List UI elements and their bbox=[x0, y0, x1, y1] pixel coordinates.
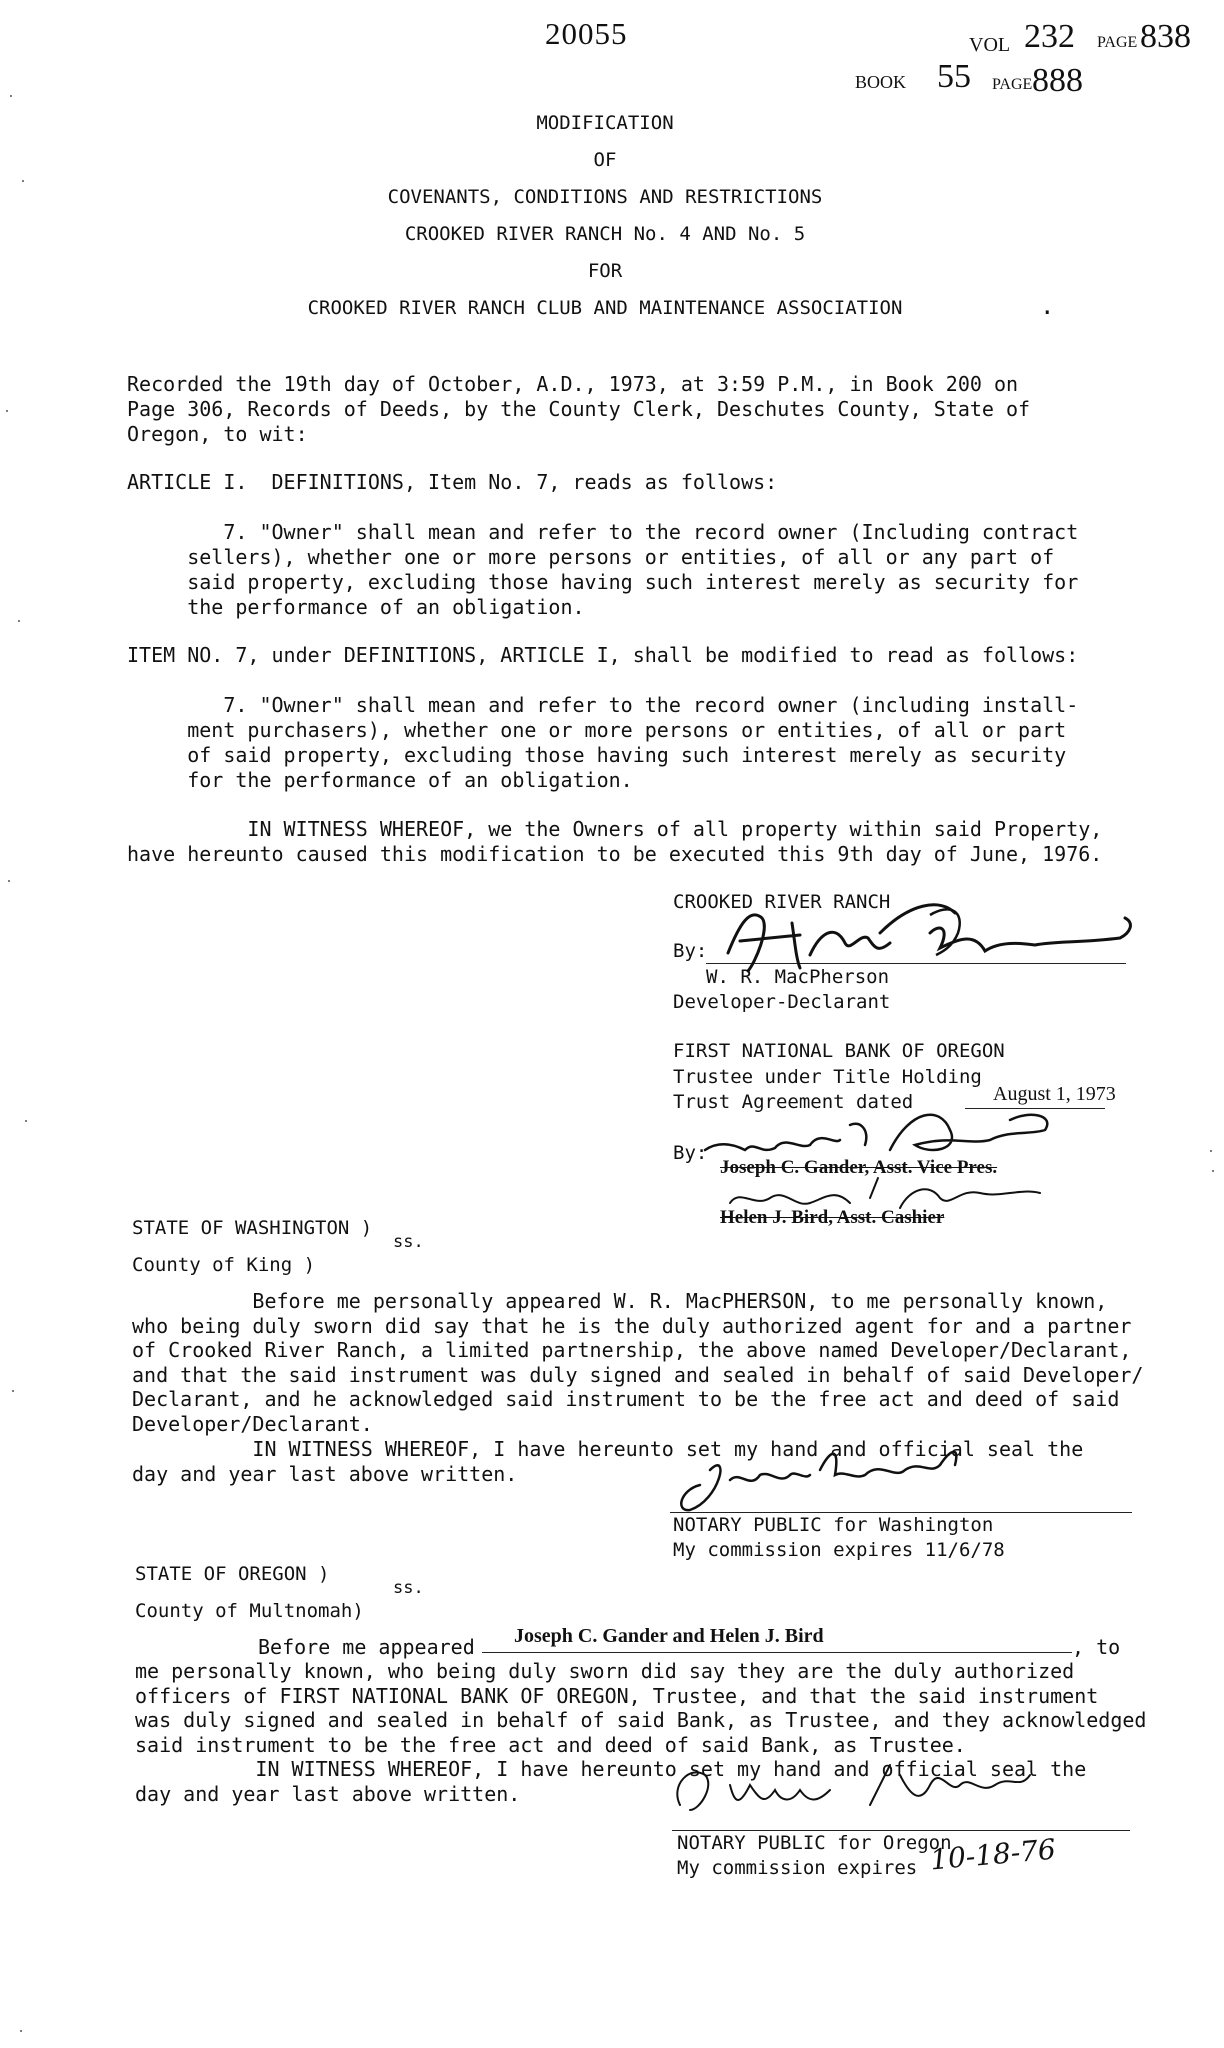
wa-county: County of King ) bbox=[132, 1254, 316, 1276]
modified-heading: ITEM NO. 7, under DEFINITIONS, ARTICLE I, shall be modified to read as follows: bbox=[127, 643, 1079, 667]
or-appeared-names: Joseph C. Gander and Helen J. Bird bbox=[514, 1625, 824, 1647]
title-line-2: OF bbox=[593, 149, 617, 171]
developer-name: W. R. MacPherson bbox=[706, 966, 890, 988]
scan-speck bbox=[1210, 1150, 1212, 1152]
wa-body: Before me personally appeared W. R. MacPHERSON, to me personally known, who being duly sworn did say that he is the duly authorized agent for and a partner of Crooked River Ranch, a limited partnership, the above named Developer/Declarant, and that the said instrument was duly signed and sealed in behalf of said Developer/ Declarant, and he acknowledged said instrument to be the free act and deed of said Developer/Declarant. bbox=[132, 1289, 1144, 1436]
or-notary-line bbox=[672, 1830, 1130, 1831]
trust-agreement-date: August 1, 1973 bbox=[993, 1083, 1116, 1105]
bank-signer-2: Helen J. Bird, Asst. Cashier bbox=[720, 1207, 945, 1228]
scan-speck bbox=[20, 2030, 22, 2032]
or-state: STATE OF OREGON ) bbox=[135, 1563, 330, 1585]
or-notary-label: NOTARY PUBLIC for Oregon bbox=[677, 1832, 952, 1854]
title-line-4: CROOKED RIVER RANCH No. 4 AND No. 5 bbox=[404, 223, 806, 245]
title-line-1: MODIFICATION bbox=[536, 112, 674, 134]
bank-signer-1: Joseph C. Gander, Asst. Vice Pres. bbox=[720, 1157, 998, 1178]
book-page-value: 888 bbox=[1032, 62, 1083, 99]
or-before: Before me appeared bbox=[258, 1635, 475, 1659]
wa-commission: My commission expires 11/6/78 bbox=[673, 1539, 1005, 1561]
witness-clause: IN WITNESS WHEREOF, we the Owners of all property within said Property, have hereunto caused this modification to be executed this 9th day of June, 1976. bbox=[127, 817, 1103, 866]
book-value: 55 bbox=[937, 58, 971, 95]
bank-name: FIRST NATIONAL BANK OF OREGON bbox=[673, 1040, 1005, 1062]
scan-speck bbox=[25, 1120, 27, 1122]
scan-speck bbox=[1212, 1170, 1214, 1172]
developer-by-label: By: bbox=[673, 940, 708, 962]
wa-notary-label: NOTARY PUBLIC for Washington bbox=[673, 1514, 994, 1536]
or-to: , to bbox=[1072, 1635, 1121, 1659]
original-item-7: 7. "Owner" shall mean and refer to the record owner (Including contract sellers), whether one or more persons or entities, of all or any part of said property, excluding those having such interest merely as security for the performance of an obligation. bbox=[187, 520, 1079, 619]
article-heading: ARTICLE I. DEFINITIONS, Item No. 7, reads as follows: bbox=[127, 470, 778, 494]
or-witness: IN WITNESS WHEREOF, I have hereunto set my hand and official seal the day and year last above written. bbox=[135, 1757, 1087, 1806]
scan-speck bbox=[6, 410, 8, 412]
or-commission: My commission expires bbox=[677, 1857, 918, 1879]
vol-label: VOL bbox=[969, 34, 1011, 56]
margin-dot: . bbox=[1040, 292, 1055, 320]
wa-notary-signature bbox=[620, 1430, 980, 1520]
developer-entity: CROOKED RIVER RANCH bbox=[673, 891, 891, 913]
wa-state: STATE OF WASHINGTON ) bbox=[132, 1217, 373, 1239]
scan-speck bbox=[12, 1390, 14, 1392]
wa-ss: ss. bbox=[393, 1232, 424, 1252]
or-ss: ss. bbox=[393, 1578, 424, 1598]
bank-trustee-line: Trustee under Title Holding bbox=[673, 1066, 982, 1088]
vol-page-value: 838 bbox=[1140, 18, 1191, 55]
bank-by-label: By: bbox=[673, 1142, 708, 1164]
or-county: County of Multnomah) bbox=[135, 1600, 364, 1622]
book-page-label: PAGE bbox=[992, 76, 1033, 93]
developer-title: Developer-Declarant bbox=[673, 991, 891, 1013]
wa-witness: IN WITNESS WHEREOF, I have hereunto set my hand and official seal the day and year last above written. bbox=[132, 1437, 1084, 1486]
title-line-3: COVENANTS, CONDITIONS AND RESTRICTIONS bbox=[387, 186, 823, 208]
scan-speck bbox=[8, 880, 10, 882]
book-label: BOOK bbox=[855, 72, 907, 92]
vol-value: 232 bbox=[1024, 18, 1075, 55]
or-body: me personally known, who being duly sworn did say they are the duly authorized officers of FIRST NATIONAL BANK OF OREGON, Trustee, and that the said instrument was duly signed and sealed in behalf of said Bank, as Trustee, and they acknowledged said instrument to be the free act and deed of said Bank, as Trustee. bbox=[135, 1659, 1147, 1757]
wa-notary-line bbox=[670, 1512, 1132, 1513]
modified-item-7: 7. "Owner" shall mean and refer to the record owner (including install- ment purchasers), whether one or more persons or entities, of all or part of said property, excluding those having such interest merely as security for the performance of an obligation. bbox=[187, 693, 1079, 792]
document-number: 20055 bbox=[545, 16, 628, 51]
title-line-6: CROOKED RIVER RANCH CLUB AND MAINTENANCE ASSOCIATION bbox=[307, 297, 903, 319]
title-line-5: FOR bbox=[587, 260, 623, 282]
recorded-paragraph: Recorded the 19th day of October, A.D., 1973, at 3:59 P.M., in Book 200 on Page 306, Records of Deeds, by the County Clerk, Deschutes County, State of Oregon, to wit: bbox=[127, 372, 1031, 446]
or-appeared-line bbox=[482, 1652, 1072, 1653]
vol-page-label: PAGE bbox=[1097, 34, 1138, 51]
scan-speck bbox=[18, 620, 20, 622]
or-notary-signature bbox=[650, 1745, 1070, 1825]
scan-speck bbox=[10, 95, 12, 97]
scan-speck bbox=[22, 180, 24, 182]
or-commission-date: 10-18-76 bbox=[928, 1832, 1058, 1877]
bank-trust-agreement: Trust Agreement dated bbox=[673, 1091, 914, 1113]
